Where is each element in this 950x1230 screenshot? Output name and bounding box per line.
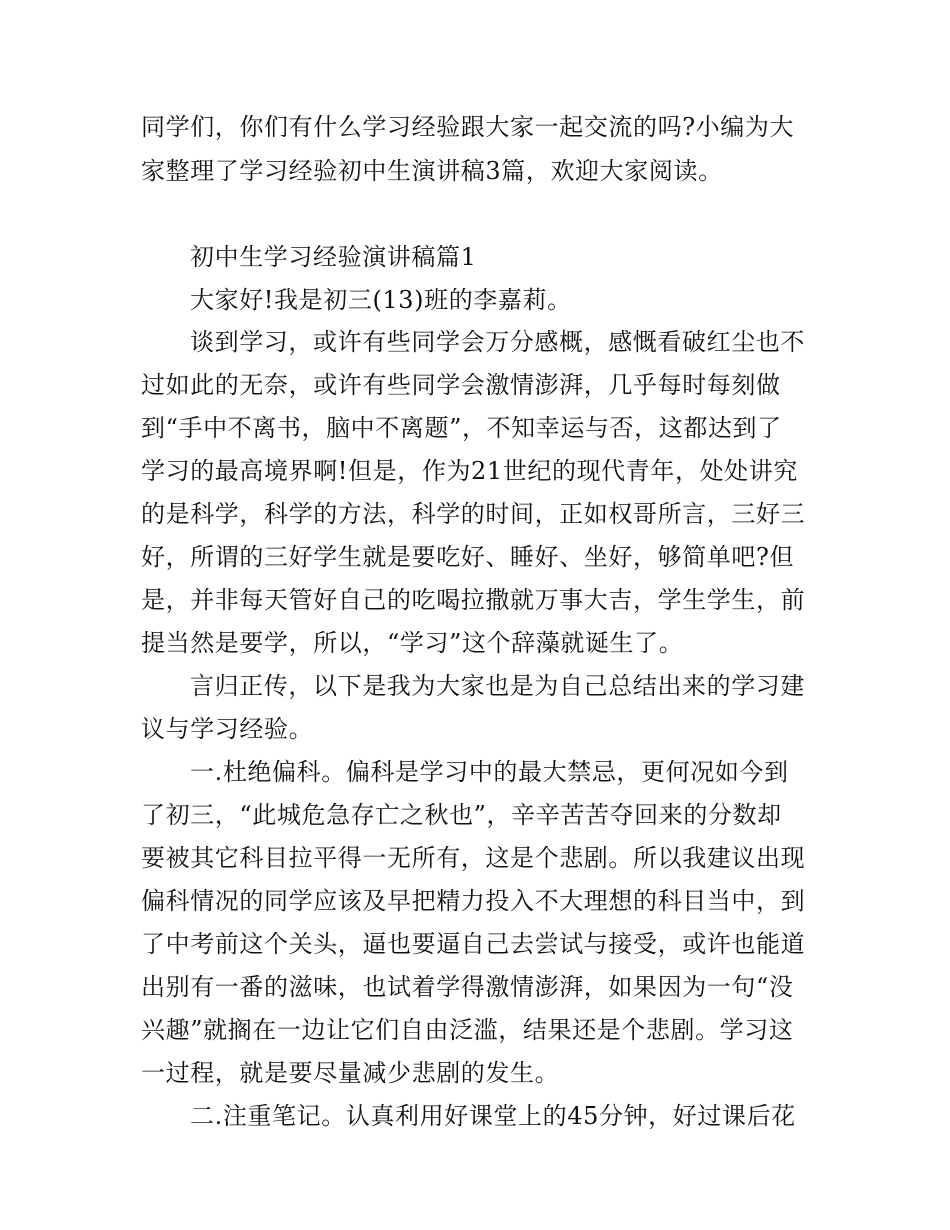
paragraph1-line-5: 的是科学，科学的方法，科学的时间，正如权哥所言，三好三 bbox=[141, 500, 806, 528]
intro-line-2: 家整理了学习经验初中生演讲稿3篇，欢迎大家阅读。 bbox=[141, 157, 723, 185]
paragraph3-line-7: 兴趣”就搁在一边让它们自由泛滥，结果还是个悲剧。学习这 bbox=[141, 1016, 794, 1044]
paragraph3-line-2: 了初三，“此城危急存亡之秋也”，辛辛苦苦夺回来的分数却 bbox=[141, 801, 782, 829]
paragraph4-line-1: 二.注重笔记。认真利用好课堂上的45分钟，好过课后花 bbox=[190, 1102, 796, 1130]
paragraph1-line-2: 过如此的无奈，或许有些同学会激情澎湃，几乎每时每刻做 bbox=[141, 371, 781, 399]
paragraph3-line-8: 一过程，就是要尽量减少悲剧的发生。 bbox=[141, 1059, 560, 1087]
paragraph3-line-4: 偏科情况的同学应该及早把精力投入不大理想的科目当中，到 bbox=[141, 887, 806, 915]
greeting-line: 大家好!我是初三(13)班的李嘉莉。 bbox=[190, 286, 572, 314]
paragraph1-line-8: 提当然是要学，所以，“学习”这个辞藻就诞生了。 bbox=[141, 629, 684, 657]
paragraph2-line-2: 议与学习经验。 bbox=[141, 715, 314, 743]
paragraph2-line-1: 言归正传，以下是我为大家也是为自己总结出来的学习建 bbox=[190, 672, 805, 700]
paragraph3-line-1: 一.杜绝偏科。偏科是学习中的最大禁忌，更何况如今到 bbox=[190, 758, 789, 786]
paragraph1-line-1: 谈到学习，或许有些同学会万分感概，感慨看破红尘也不 bbox=[190, 328, 805, 356]
paragraph3-line-6: 出别有一番的滋味，也试着学得激情澎湃，如果因为一句“没 bbox=[141, 973, 794, 1001]
paragraph1-line-7: 是，并非每天管好自己的吃喝拉撒就万事大吉，学生学生，前 bbox=[141, 586, 806, 614]
paragraph3-line-3: 要被其它科目拉平得一无所有，这是个悲剧。所以我建议出现 bbox=[141, 844, 806, 872]
intro-line-1: 同学们，你们有什么学习经验跟大家一起交流的吗?小编为大 bbox=[141, 113, 795, 141]
paragraph3-line-5: 了中考前这个关头，逼也要逼自己去尝试与接受，或许也能道 bbox=[141, 930, 806, 958]
paragraph1-line-4: 学习的最高境界啊!但是，作为21世纪的现代青年，处处讲究 bbox=[141, 457, 798, 485]
paragraph1-line-3: 到“手中不离书，脑中不离题”，不知幸运与否，这都达到了 bbox=[141, 414, 782, 442]
section-title: 初中生学习经验演讲稿篇1 bbox=[190, 243, 477, 271]
paragraph1-line-6: 好，所谓的三好学生就是要吃好、睡好、坐好，够简单吧?但 bbox=[141, 543, 795, 571]
